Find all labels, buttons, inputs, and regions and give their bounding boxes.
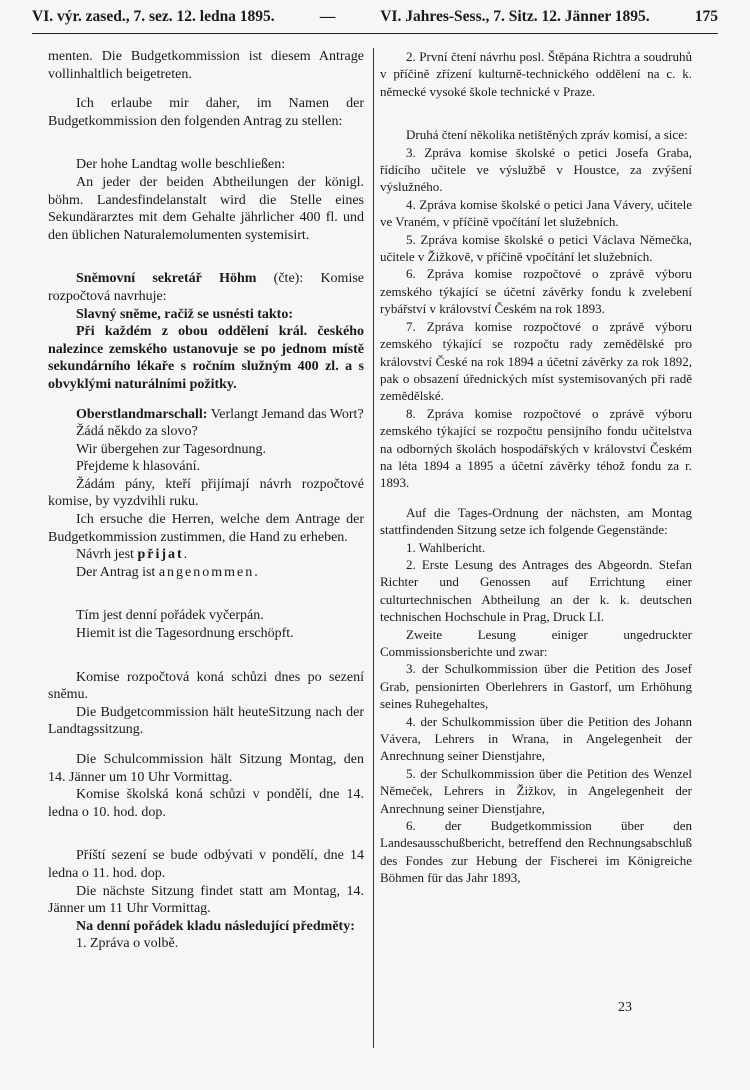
speech-text: (čte): Komise rozpočtová navrhuje:: [48, 271, 364, 304]
paragraph: Žádá někdo za slovo?: [76, 424, 198, 440]
paragraph: Příští sezení se bude odbývati v pondělí, dne 14 ledna o 11. hod. dop.: [48, 848, 364, 881]
text-run: .: [254, 564, 258, 580]
paragraph: Při každém z obou oddělení král. českého nalezince zemského ustanovuje se po jednom místě sekundárního lékaře s ročním služným 400 zl. a s obvyklými naturálními požitky.: [48, 324, 364, 392]
emphasis: angenommen: [158, 564, 255, 580]
paragraph: Komise rozpočtová koná schůzi dnes po sezení sněmu.: [48, 669, 364, 703]
paragraph: 1. Wahlbericht.: [406, 539, 486, 555]
running-header: [32, 4, 718, 30]
paragraph: 2. Erste Lesung des Antrages des Abgeordn. Stefan Richter und Genossen auf Errichtung einer culturtechnischen Abtheilung an der k. k. deutschen technischen Hochschule in Prag, Druck LI.: [380, 556, 692, 625]
paragraph: menten. Die Budgetkommission ist diesem Antrage vollinhaltlich beigetreten.: [48, 49, 364, 82]
paragraph: Wir übergehen zur Tagesordnung.: [76, 441, 266, 457]
paragraph: Druhá čtení několika netištěných zpráv komisí, a sice:: [406, 127, 688, 143]
paragraph: [48, 406, 364, 424]
paragraph: 8. Zpráva komise rozpočtové o zprávě výboru zemského týkající se rozpočtu pensijního fondu učitelstva na odborných školách hospodářských v království Českém na léta 1894 a 1895 a účetní závěrky téhož fondu za r. 1893.: [380, 405, 692, 491]
paragraph: An jeder der beiden Abtheilungen der königl. böhm. Landesfindelanstalt wird die Stelle eines Sekundärarztes mit dem Gehalte jährlicher 400 fl. und den üblichen Naturalemolumenten systemisirt.: [48, 174, 364, 243]
left-column: [48, 48, 364, 953]
paragraph: 1. Zpráva o volbě.: [76, 936, 179, 952]
header-left: VI. výr. zased., 7. sez. 12. ledna 1895.: [32, 8, 275, 25]
header-right: VI. Jahres-Sess., 7. Sitz. 12. Jänner 1895.: [380, 8, 650, 25]
paragraph: Komise školská koná schůzi v pondělí, dne 14. ledna o 10. hod. dop.: [48, 787, 364, 820]
header-page-number: 175: [694, 8, 718, 25]
text-run: .: [183, 547, 188, 563]
paragraph: Die nächste Sitzung findet statt am Montag, 14. Jänner um 11 Uhr Vormittag.: [48, 883, 364, 917]
paragraph: Die Schulcommission hält Sitzung Montag, den 14. Jänner um 10 Uhr Vormittag.: [48, 752, 364, 785]
paragraph: [48, 546, 364, 564]
paragraph: Ich erlaube mir daher, im Namen der Budgetkommission den folgenden Antrag zu stellen:: [48, 96, 364, 129]
paragraph: 3. der Schulkommission über die Petition des Josef Grab, pensionirten Oberlehrers in Gastorf, um Erhöhung seines Ruhegehaltes,: [380, 661, 692, 712]
paragraph: 5. der Schulkommission über die Petition des Wenzel Němeček, Lehrers in Žižkov, in Angelegenheit der Anrechnung seiner Dienstjahre,: [380, 765, 692, 816]
paragraph: 3. Zpráva komise školské o petici Josefa Graba, řídícího učitele ve výslužbě v Houstce, za zvýšení výslužného.: [380, 144, 692, 195]
text-run: Der Antrag ist: [76, 564, 159, 580]
paragraph: Die Budgetcommission hält heuteSitzung nach der Landtagssitzung.: [48, 704, 364, 738]
paragraph: Tím jest denní pořádek vyčerpán.: [76, 608, 264, 624]
paragraph: Ich ersuche die Herren, welche dem Antrage der Budgetkommission zustimmen, die Hand zu erheben.: [48, 512, 364, 545]
emphasis: přijat: [137, 547, 184, 563]
paragraph: Žádám pány, kteří přijímají návrh rozpočtové komise, by vyzdvihli ruku.: [48, 476, 364, 510]
speaker-name: Oberstlandmarschall:: [76, 406, 208, 422]
paragraph: Přejdeme k hlasování.: [76, 459, 201, 475]
header-rule: [32, 33, 718, 34]
column-divider: [373, 48, 374, 1048]
paragraph: 4. Zpráva komise školské o petici Jana Vávery, učitele ve Vraném, v příčině vpočítání let služebních.: [380, 196, 692, 230]
paragraph: Der hohe Landtag wolle beschließen:: [76, 157, 286, 173]
paragraph: 5. Zpráva komise školské o petici Václava Němečka, učitele v Žižkově, v příčině vpočítání let služebních.: [380, 231, 692, 265]
paragraph: [48, 564, 364, 582]
paragraph: [48, 270, 364, 305]
text-run: Návrh jest: [76, 547, 138, 563]
speaker-name: Sněmovní sekretář Höhm: [76, 271, 257, 287]
header-dash: —: [319, 8, 336, 25]
paragraph: Hiemit ist die Tagesordnung erschöpft.: [76, 626, 294, 642]
paragraph: Auf die Tages-Ordnung der nächsten, am Montag stattfindenden Sitzung setze ich folgende Gegenstände:: [380, 504, 692, 538]
paragraph: 7. Zpráva komise rozpočtové o zprávě výboru zemského týkající se rozpočtu rady zemědělské pro království České na rok 1894 a účetní závěrky za rok 1892, pak o obsazení úřednických míst systemisovaných při radě zemědělské.: [380, 318, 692, 404]
right-column: [380, 48, 692, 887]
paragraph: 2. První čtení návrhu posl. Štěpána Richtra a soudruhů v příčině zřízení kulturně-technického oddělení na c. k. německé vysoké škole technické v Praze.: [380, 49, 692, 99]
page-number: 23: [618, 1000, 632, 1015]
paragraph: 6. Zpráva komise rozpočtové o zprávě výboru zemského týkající se účetní závěrky fondu k zvelebení rybářství v království Českém na rok 1893.: [380, 266, 692, 317]
paragraph: Slavný sněme, račiž se usnésti takto:: [76, 306, 293, 322]
speech-text: Verlangt Jemand das Wort?: [207, 406, 364, 422]
paragraph: Na denní pořádek kladu následující předměty:: [76, 918, 355, 934]
paragraph: Zweite Lesung einiger ungedruckter Commissionsberichte und zwar:: [380, 626, 692, 659]
paragraph: 4. der Schulkommission über die Petition des Johann Vávera, Lehrers in Wrana, in Angelegenheit der Anrechnung seiner Dienstjahre,: [380, 713, 692, 764]
paragraph: 6. der Budgetkommission über den Landesausschußbericht, betreffend den Rechnungsabschluß des Fondes zur Hebung der Fischerei im Königreiche Böhmen für das Jahr 1893,: [380, 818, 692, 886]
